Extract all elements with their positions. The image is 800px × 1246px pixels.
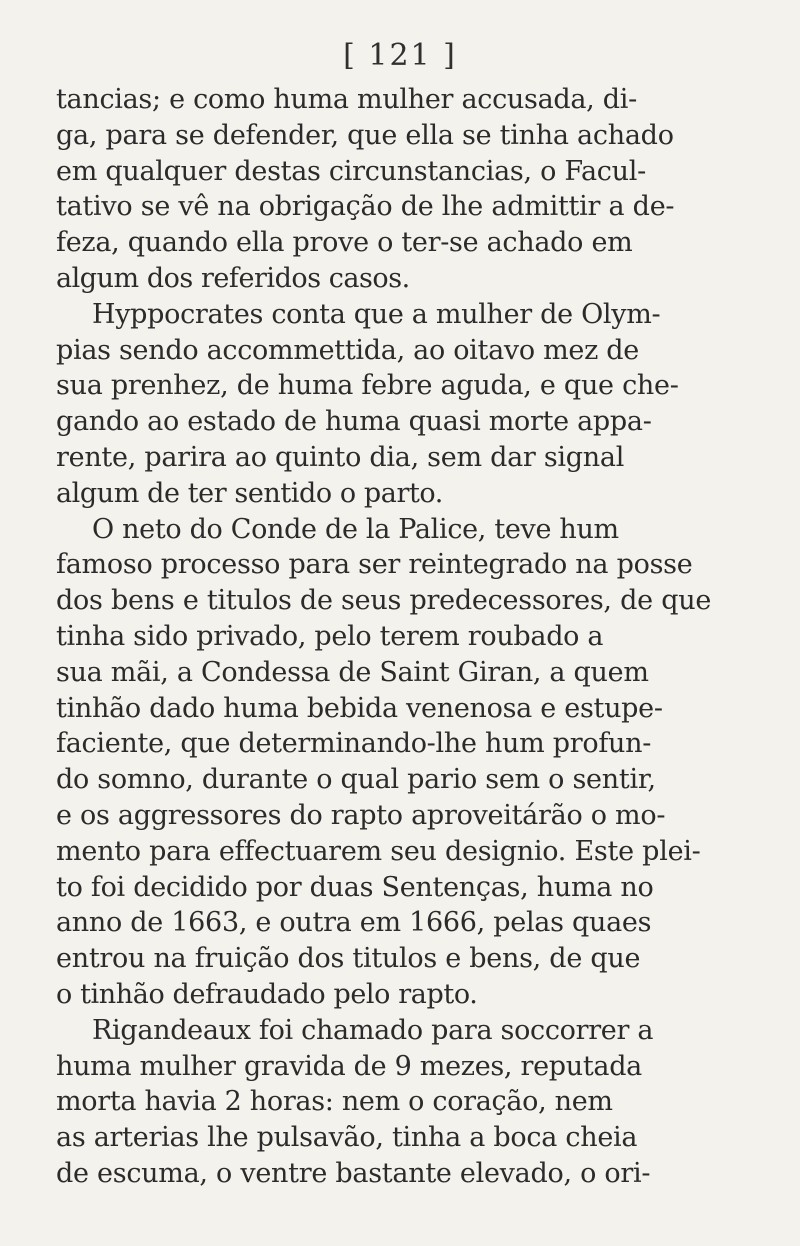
text-line: dos bens e titulos de seus predecessores, de que — [56, 585, 712, 617]
text-line: e os aggressores do rapto aproveitárão o mo- — [56, 799, 666, 831]
text-line: tinhão dado huma bebida venenosa e estupe- — [56, 692, 663, 724]
body-text — [56, 82, 756, 1192]
text-line: anno de 1663, e outra em 1666, pelas quaes — [56, 907, 652, 939]
text-line: em qualquer destas circunstancias, o Facul- — [56, 155, 646, 187]
text-line: huma mulher gravida de 9 mezes, reputada — [56, 1050, 642, 1082]
text-line: tinha sido privado, pelo terem roubado a — [56, 620, 604, 652]
text-line: faciente, que determinando-lhe hum profun- — [56, 728, 652, 760]
paragraph-first-line: O neto do Conde de la Palice, teve hum — [92, 513, 619, 545]
text-line: o tinhão defraudado pelo rapto. — [56, 978, 478, 1010]
text-line: tancias; e como huma mulher accusada, di- — [56, 84, 637, 115]
text-line: to foi decidido por duas Sentenças, huma no — [56, 871, 654, 903]
text-line: algum dos referidos casos. — [56, 262, 410, 294]
text-line: gando ao estado de huma quasi morte appa- — [56, 406, 652, 438]
text-line: entrou na fruição dos titulos e bens, de que — [56, 943, 641, 975]
text-line: pias sendo accommettida, ao oitavo mez de — [56, 334, 639, 366]
text-line: morta havia 2 horas: nem o coração, nem — [56, 1086, 613, 1118]
text-line: as arterias lhe pulsavão, tinha a boca cheia — [56, 1122, 638, 1154]
text-line: algum de ter sentido o parto. — [56, 477, 443, 509]
text-line: do somno, durante o qual pario sem o sentir, — [56, 764, 656, 796]
text-line: feza, quando ella prove o ter-se achado em — [56, 227, 633, 259]
text-line: rente, parira ao quinto dia, sem dar signal — [56, 441, 625, 473]
page-number: [ 121 ] — [343, 38, 457, 73]
text-line: mento para effectuarem seu designio. Este plei- — [56, 835, 701, 867]
text-line: tativo se vê na obrigação de lhe admittir a de- — [56, 191, 675, 223]
text-line: ga, para se defender, que ella se tinha achado — [56, 119, 674, 151]
text-line: de escuma, o ventre bastante elevado, o ori- — [56, 1157, 651, 1189]
text-line: famoso processo para ser reintegrado na posse — [56, 549, 693, 581]
text-line: sua mãi, a Condessa de Saint Giran, a quem — [56, 656, 649, 688]
paragraph-first-line: Hyppocrates conta que a mulher de Olym- — [92, 298, 661, 330]
paragraph-first-line: Rigandeaux foi chamado para soccorrer a — [92, 1014, 654, 1046]
text-line: sua prenhez, de huma febre aguda, e que che- — [56, 370, 679, 402]
